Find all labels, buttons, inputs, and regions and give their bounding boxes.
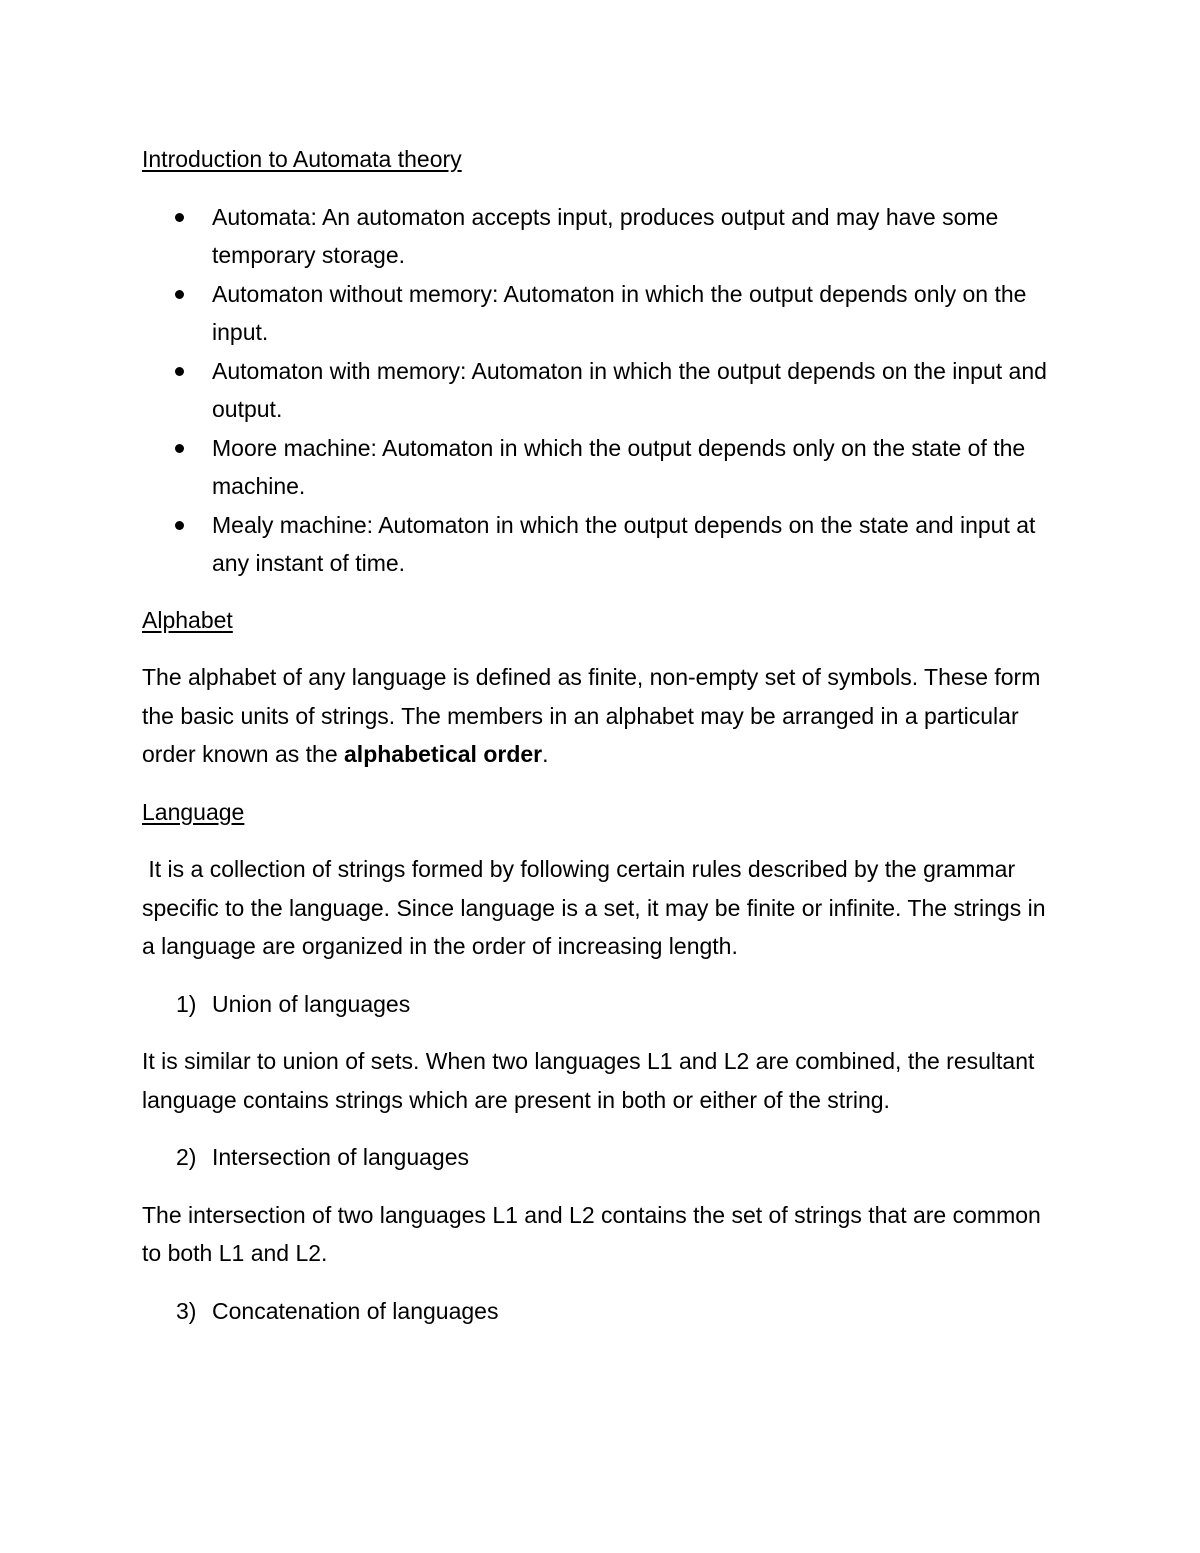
document-body bbox=[142, 140, 1062, 1349]
list-item bbox=[142, 429, 1062, 506]
bullet-icon bbox=[175, 290, 184, 299]
bullet-icon bbox=[175, 444, 184, 453]
list-item-text: Mealy machine: Automaton in which the output depends on the state and input at any instant of time. bbox=[212, 511, 1036, 576]
numbered-item-union bbox=[142, 985, 1062, 1024]
bullet-icon bbox=[175, 213, 184, 222]
item-label: Concatenation of languages bbox=[212, 1297, 499, 1324]
bullet-icon bbox=[175, 521, 184, 530]
list-item bbox=[142, 275, 1062, 352]
bullet-icon bbox=[175, 367, 184, 376]
document-title: Introduction to Automata theory bbox=[142, 146, 462, 172]
alphabet-text: The alphabet of any language is defined as finite, non-empty set of symbols. These form the basic units of strings. The members in an alphabet may be arranged in a particular order known as the bbox=[142, 664, 1041, 767]
list-item-text: Moore machine: Automaton in which the output depends only on the state of the machine. bbox=[212, 434, 1026, 499]
numbered-item-concatenation bbox=[142, 1292, 1062, 1331]
alphabet-paragraph bbox=[142, 658, 1062, 774]
item-number: 3) bbox=[176, 1297, 197, 1324]
list-item bbox=[142, 198, 1062, 275]
list-item bbox=[142, 506, 1062, 583]
alphabet-bold-term: alphabetical order bbox=[344, 741, 543, 767]
union-paragraph: It is similar to union of sets. When two languages L1 and L2 are combined, the resultant language contains strings which are present in both or either of the string. bbox=[142, 1048, 1035, 1113]
language-paragraph: It is a collection of strings formed by following certain rules described by the grammar specific to the language. Since language is a set, it may be finite or infinite. The strings in a language are organized in the order of increasing length. bbox=[142, 856, 1052, 959]
list-item-text: Automaton with memory: Automaton in which the output depends on the input and output. bbox=[212, 357, 1047, 422]
section-heading-language: Language bbox=[142, 798, 245, 825]
list-item-text: Automata: An automaton accepts input, produces output and may have some temporary storage. bbox=[212, 203, 999, 268]
item-number: 1) bbox=[176, 990, 197, 1017]
item-label: Intersection of languages bbox=[212, 1144, 470, 1170]
section-heading-alphabet: Alphabet bbox=[142, 606, 233, 633]
item-label: Union of languages bbox=[212, 990, 411, 1017]
intersection-paragraph: The intersection of two languages L1 and L2 contains the set of strings that are common to both L1 and L2. bbox=[142, 1201, 1041, 1266]
definitions-list bbox=[142, 198, 1062, 583]
list-item-text: Automaton without memory: Automaton in which the output depends only on the input. bbox=[212, 280, 1027, 345]
numbered-item-intersection bbox=[142, 1138, 1062, 1177]
alphabet-text-end: . bbox=[542, 741, 549, 767]
list-item bbox=[142, 352, 1062, 429]
item-number: 2) bbox=[176, 1144, 197, 1170]
